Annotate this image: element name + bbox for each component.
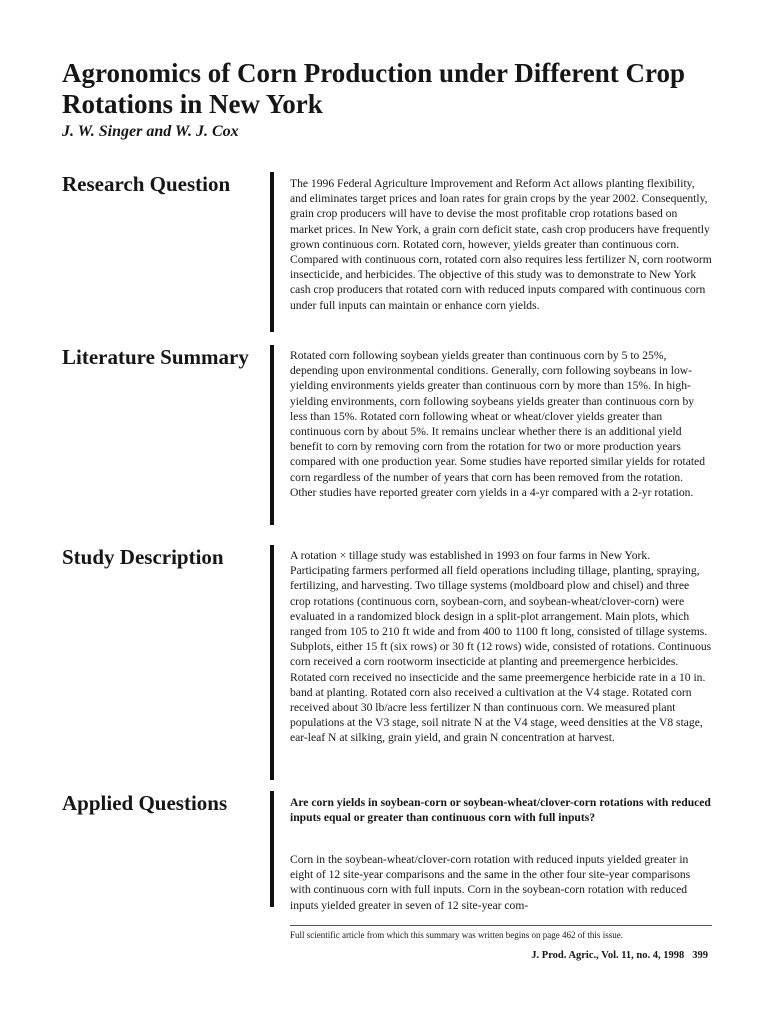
heading-literature-summary: Literature Summary xyxy=(62,345,249,369)
section-rule xyxy=(270,345,274,525)
section-rule xyxy=(270,172,274,332)
footnote-divider xyxy=(290,925,712,926)
section-rule xyxy=(270,791,274,907)
article-title: Agronomics of Corn Production under Different Crop Rotations in New York xyxy=(62,58,685,119)
study-description-text: A rotation × tillage study was established in 1993 on four farms in New York. Participating farmers performed all field operations including tillage, planting, spraying, fertilizing, and harvesting. Two tillage systems (moldboard plow and chisel) and three crop rotations (continuous corn, soybean-corn, and soybean-wheat/clover-corn) were evaluated in a randomized block design in a split-plot arrangement. Main plots, which ranged from 105 to 210 ft wide and from 400 to 1100 ft long, consisted of tillage systems. Subplots, either 15 ft (six rows) or 30 ft (12 rows) wide, consisted of rotations. Continuous corn received a corn rootworm insecticide at planting and preemergence herbicides. Rotated corn received no insecticide and the same preemergence herbicide rate in a 10 in. band at planting. Rotated corn also received a cultivation at the V4 stage. Rotated corn received about 30 lb/acre less fertilizer N than continuous corn. We measured plant populations at the V3 stage, soil nitrate N at the V4 stage, weed densities at the V8 stage, ear-leaf N at silking, grain yield, and grain N concentration at harvest. xyxy=(290,549,712,745)
page-number: 399 xyxy=(692,950,708,961)
journal-name: J. Prod. Agric., Vol. 11, no. 4, 1998 xyxy=(531,950,685,961)
authors: J. W. Singer and W. J. Cox xyxy=(62,123,239,140)
heading-study-description: Study Description xyxy=(62,545,224,569)
literature-summary-text: Rotated corn following soybean yields greater than continuous corn by 5 to 25%, depending upon environmental conditions. Generally, corn following soybeans in low-yielding environments yields greater than continuous corn by more than 15%. In high-yielding environments, corn following soybeans yields greater than continuous corn by less than 15%. Rotated corn following wheat or wheat/clover yields greater than continuous corn by about 5%. It remains unclear whether there is an additional yield benefit to corn by removing corn from the rotation for two or more production years compared with one production year. Some studies have reported similar yields for rotated corn regardless of the number of years that corn has been removed from the rotation. Other studies have reported greater corn yields in a 4-yr compared with a 2-yr rotation. xyxy=(290,349,706,499)
heading-applied-questions: Applied Questions xyxy=(62,791,228,815)
footnote: Full scientific article from which this summary was written begins on page 462 of this issue. xyxy=(290,930,623,940)
section-rule xyxy=(270,545,274,780)
applied-answer-text: Corn in the soybean-wheat/clover-corn rotation with reduced inputs yielded greater in eight of 12 site-year comparisons and the same in the other four site-year comparisons with continuous corn with full inputs. Corn in the soybean-corn rotation with reduced inputs yielded greater in seven of 12 site-year com- xyxy=(290,853,691,912)
applied-question: Are corn yields in soybean-corn or soybean-wheat/clover-corn rotations with reduced inputs equal or greater than continuous corn with full inputs? xyxy=(290,796,711,825)
heading-research-question: Research Question xyxy=(62,172,231,196)
research-question-text: The 1996 Federal Agriculture Improvement and Reform Act allows planting flexibility, and eliminates target prices and loan rates for grain crops by the year 2002. Consequently, grain crop producers will have to devise the most profitable crop rotations based on market prices. In New York, a grain corn deficit state, cash crop producers have frequently grown continuous corn. Rotated corn, however, yields greater than continuous corn. Compared with continuous corn, rotated corn also requires less fertilizer N, corn rootworm insecticide, and herbicides. The objective of this study was to demonstrate to New York cash crop producers that rotated corn with reduced inputs compared with continuous corn under full inputs can maintain or enhance corn yields. xyxy=(290,177,712,312)
journal-citation xyxy=(531,950,708,961)
